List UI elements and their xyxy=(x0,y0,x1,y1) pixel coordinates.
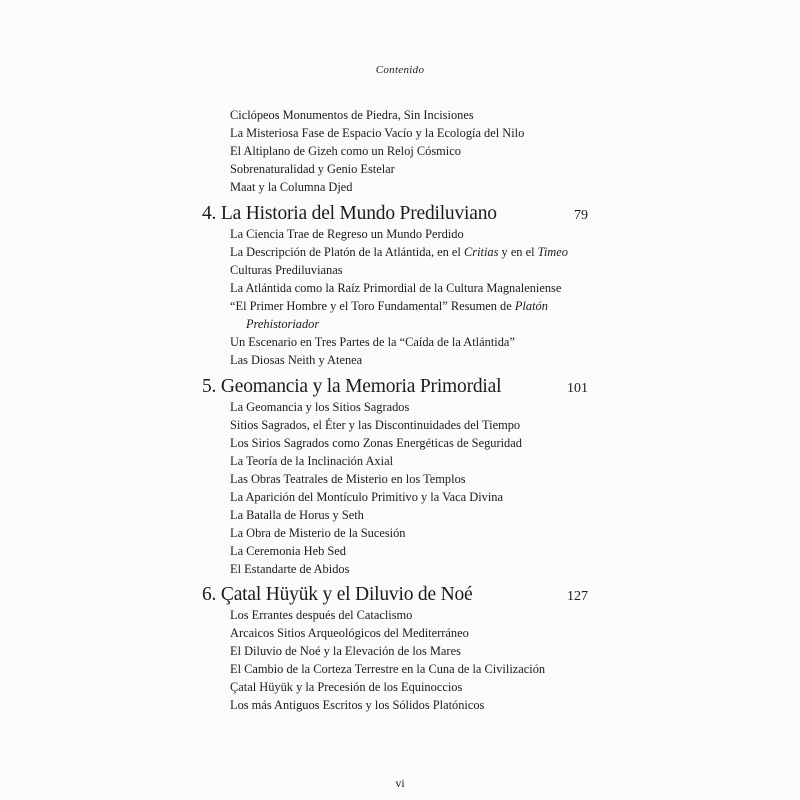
toc-entry: La Ciencia Trae de Regreso un Mundo Perdido xyxy=(230,227,464,241)
italic-text: Prehistoriador xyxy=(246,317,320,331)
toc-entry: Los Errantes después del Cataclismo xyxy=(230,608,413,622)
toc-entry: “El Primer Hombre y el Toro Fundamental” Resumen de Platón xyxy=(230,299,548,313)
toc-entry: Sobrenaturalidad y Genio Estelar xyxy=(230,162,395,176)
toc-entry: Ciclópeos Monumentos de Piedra, Sin Incisiones xyxy=(230,108,474,122)
toc-entry: Las Diosas Neith y Atenea xyxy=(230,353,363,367)
toc-entry: La Teoría de la Inclinación Axial xyxy=(230,454,394,468)
chapter-heading-5 xyxy=(202,376,588,398)
chapter-4-entry-list xyxy=(230,225,590,369)
page-number-footer: vi xyxy=(395,776,405,790)
toc-entry: Los Sirios Sagrados como Zonas Energéticas de Seguridad xyxy=(230,436,522,450)
toc-entry: La Ceremonia Heb Sed xyxy=(230,544,346,558)
toc-entry: La Atlántida como la Raíz Primordial de la Cultura Magnaleniense xyxy=(230,281,562,295)
toc-entry: Las Obras Teatrales de Misterio en los Templos xyxy=(230,472,466,486)
toc-entry: Culturas Prediluvianas xyxy=(230,263,343,277)
chapter-title: 5. Geomancia y la Memoria Primordial xyxy=(202,376,502,397)
chapter-title: 4. La Historia del Mundo Prediluviano xyxy=(202,203,497,224)
toc-entry: La Descripción de Platón de la Atlántida, en el Critias y en el Timeo xyxy=(230,245,568,259)
toc-entry: Çatal Hüyük y la Precesión de los Equinoccios xyxy=(230,680,463,694)
toc-entry: La Geomancia y los Sitios Sagrados xyxy=(230,400,410,414)
chapter-5-entry-list xyxy=(230,398,590,578)
toc-entry: El Estandarte de Abidos xyxy=(230,562,350,576)
chapter-title: 6. Çatal Hüyük y el Diluvio de Noé xyxy=(202,584,473,605)
toc-entry: Sitios Sagrados, el Éter y las Discontinuidades del Tiempo xyxy=(230,418,521,432)
toc-entry: El Diluvio de Noé y la Elevación de los Mares xyxy=(230,644,461,658)
toc-entry: El Cambio de la Corteza Terrestre en la Cuna de la Civilización xyxy=(230,662,546,676)
toc-entry: Un Escenario en Tres Partes de la “Caída de la Atlántida” xyxy=(230,335,515,349)
toc-entry: La Misteriosa Fase de Espacio Vacío y la Ecología del Nilo xyxy=(230,126,525,140)
running-head: Contenido xyxy=(375,64,425,76)
toc-entry: La Aparición del Montículo Primitivo y la Vaca Divina xyxy=(230,490,503,504)
toc-entry: La Obra de Misterio de la Sucesión xyxy=(230,526,406,540)
toc-entry: El Altiplano de Gizeh como un Reloj Cósmico xyxy=(230,144,461,158)
toc-entry: Los más Antiguos Escritos y los Sólidos Platónicos xyxy=(230,698,485,712)
chapter-heading-4 xyxy=(202,203,588,225)
chapter-page-number: 101 xyxy=(567,381,588,396)
chapter-page-number: 79 xyxy=(574,208,588,223)
chapter-heading-6 xyxy=(202,584,588,606)
intro-entry-list xyxy=(230,106,590,196)
chapter-page-number: 127 xyxy=(567,589,588,604)
toc-entry: La Batalla de Horus y Seth xyxy=(230,508,364,522)
toc-entry: Arcaicos Sitios Arqueológicos del Mediterráneo xyxy=(230,626,469,640)
toc-entry: Maat y la Columna Djed xyxy=(230,180,353,194)
toc-entry-continuation xyxy=(230,315,590,333)
chapter-6-entry-list xyxy=(230,606,590,714)
